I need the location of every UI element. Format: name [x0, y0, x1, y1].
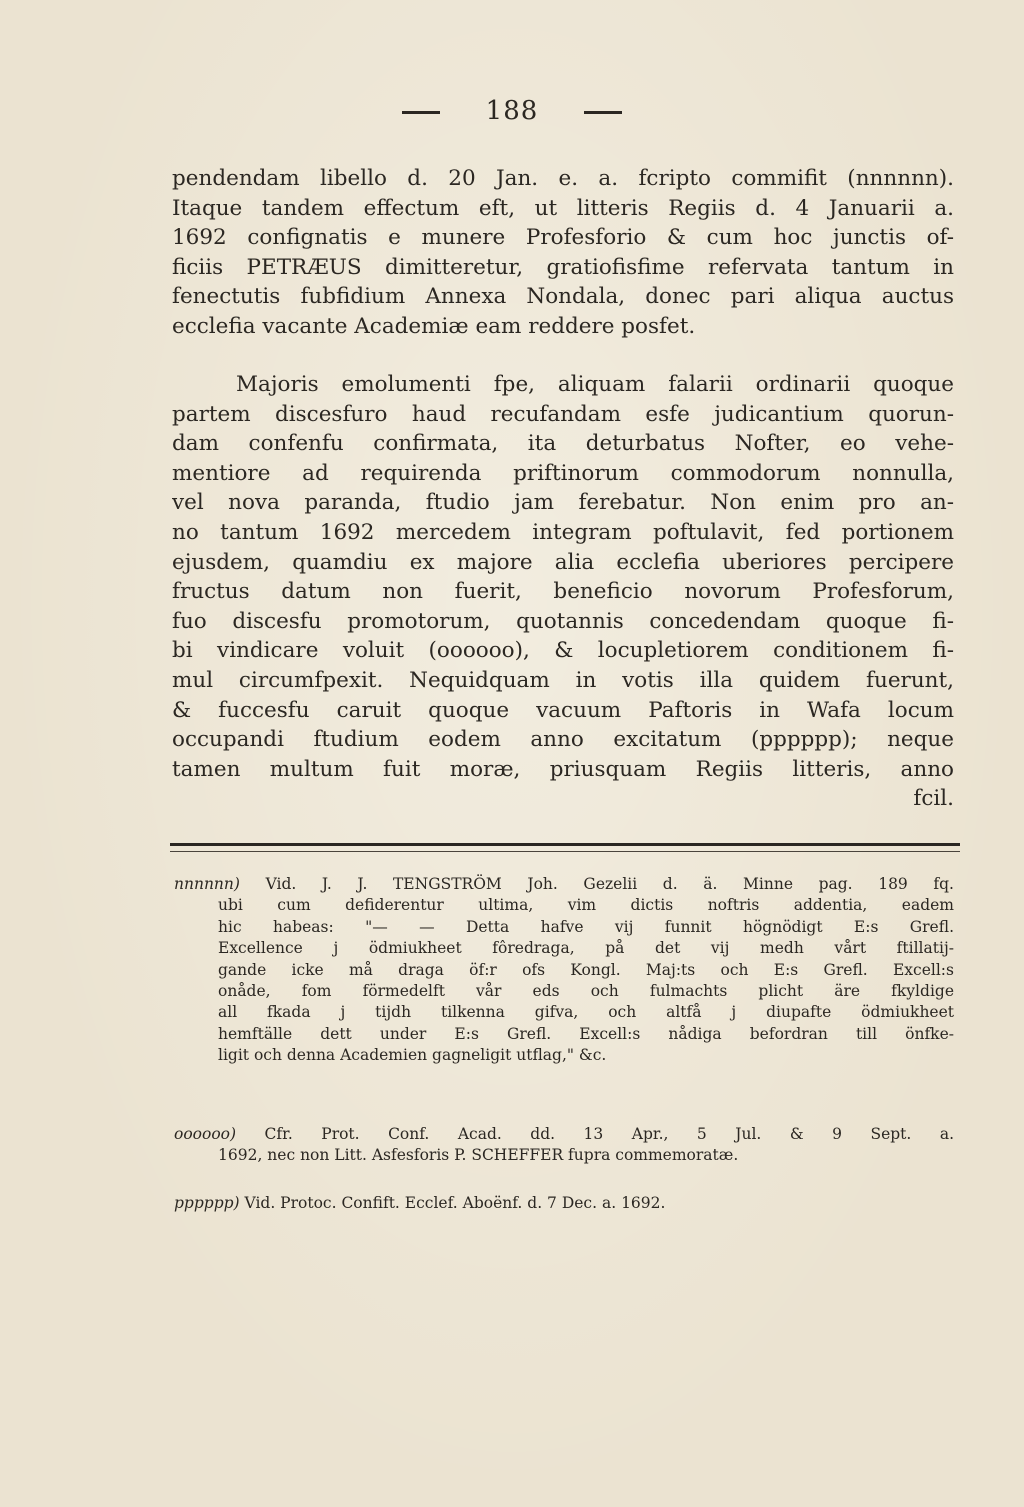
- text-line: 1692 confignatis e munere Profesforio & cum hoc junctis of-: [172, 225, 954, 251]
- text-line: dam confenfu confirmata, ita deturbatus Nofter, eo vehe-: [172, 431, 954, 457]
- text-line: fructus datum non fuerit, beneficio novorum Profesforum,: [172, 579, 954, 605]
- paragraph-2: [172, 370, 954, 814]
- footnote-line: onåde, fom förmedelft vår eds och fulmachts plicht äre fkyldige: [218, 982, 954, 1001]
- header-dash-right: [584, 111, 622, 114]
- footnote-line: gande icke må draga öf:r ofs Kongl. Maj:ts och E:s Grefl. Excell:s: [218, 960, 954, 979]
- footnote-rule-thick: [170, 843, 960, 846]
- footnote-line: ubi cum defiderentur ultima, vim dictis noftris addentia, eadem: [218, 896, 954, 915]
- footnote-nnnnnn: [174, 874, 954, 1067]
- text-line: ficiis PETRÆUS dimitteretur, gratiofisfime refervata tantum in: [172, 254, 954, 280]
- footnote-line: [174, 1124, 954, 1145]
- text-line: fuo discesfu promotorum, quotannis concedendam quoque fi-: [172, 608, 954, 634]
- text-line: bi vindicare voluit (oooooo), & locupletiorem conditionem fi-: [172, 638, 954, 664]
- footnote-text: Cfr. Prot. Conf. Acad. dd. 13 Apr., 5 Jul. & 9 Sept. a.: [264, 1125, 954, 1143]
- footnote-mark: nnnnnn): [174, 875, 240, 893]
- paragraph-1: [172, 164, 954, 342]
- text-line: Itaque tandem effectum eft, ut litteris Regiis d. 4 Januarii a.: [172, 195, 954, 221]
- footnote-line: 1692, nec non Litt. Asfesforis P. SCHEFFER fupra commemoratæ.: [218, 1146, 739, 1165]
- text-line: partem discesfuro haud recufandam esfe judicantium quorun-: [172, 401, 954, 427]
- text-line: mentiore ad requirenda priftinorum commodorum nonnulla,: [172, 460, 954, 486]
- footnote-line: hic habeas: "— — Detta hafve vij funnit högnödigt E:s Grefl.: [218, 917, 954, 936]
- footnote-mark: pppppp): [174, 1194, 240, 1212]
- text-line: ejusdem, quamdiu ex majore alia ecclefia uberiores percipere: [172, 549, 954, 575]
- text-line: fenectutis fubfidium Annexa Nondala, donec pari aliqua auctus: [172, 284, 954, 310]
- footnote-text: Vid. Protoc. Confift. Ecclef. Aboënf. d. 7 Dec. a. 1692.: [244, 1194, 666, 1212]
- text-line: ecclefia vacante Academiæ eam reddere posfet.: [172, 313, 696, 339]
- text-line: & fuccesfu caruit quoque vacuum Paftoris in Wafa locum: [172, 697, 954, 723]
- header-dash-left: [402, 111, 440, 114]
- footnote-mark: oooooo): [174, 1125, 237, 1143]
- footnote-oooooo: [174, 1124, 954, 1167]
- footnote-text: Vid. J. J. TENGSTRÖM Joh. Gezelii d. ä. Minne pag. 189 fq.: [265, 875, 954, 893]
- text-line: Majoris emolumenti fpe, aliquam falarii ordinarii quoque: [236, 372, 954, 397]
- text-line: no tantum 1692 mercedem integram poftulavit, fed portionem: [172, 519, 954, 545]
- footnote-pppppp: [174, 1193, 954, 1214]
- text-line: vel nova paranda, ftudio jam ferebatur. Non enim pro an-: [172, 490, 954, 516]
- text-line: tamen multum fuit moræ, priusquam Regiis litteris, anno: [172, 756, 954, 782]
- footnote-line: [174, 874, 954, 895]
- footnote-rule-thin: [170, 851, 960, 852]
- footnote-line: [174, 1193, 954, 1214]
- footnote-line: hemftälle dett under E:s Grefl. Excell:s nådiga befordran till önfke-: [218, 1024, 954, 1043]
- footnote-line: Excellence j ödmiukheet fôredraga, på det vij medh vårt ftillatij-: [218, 939, 954, 958]
- page-header: [0, 96, 1024, 126]
- footnote-line: ligit och denna Academien gagneligit utflag," &c.: [218, 1046, 607, 1065]
- text-line: pendendam libello d. 20 Jan. e. a. fcripto commifit (nnnnnn).: [172, 166, 954, 191]
- text-line: mul circumfpexit. Nequidquam in votis illa quidem fuerunt,: [172, 667, 954, 693]
- text-line: occupandi ftudium eodem anno excitatum (pppppp); neque: [172, 727, 954, 753]
- footnote-line: all fkada j tijdh tilkenna gifva, och altfå j diupafte ödmiukheet: [218, 1003, 954, 1022]
- page-number: 188: [485, 96, 539, 126]
- catchword: fcil.: [913, 786, 954, 812]
